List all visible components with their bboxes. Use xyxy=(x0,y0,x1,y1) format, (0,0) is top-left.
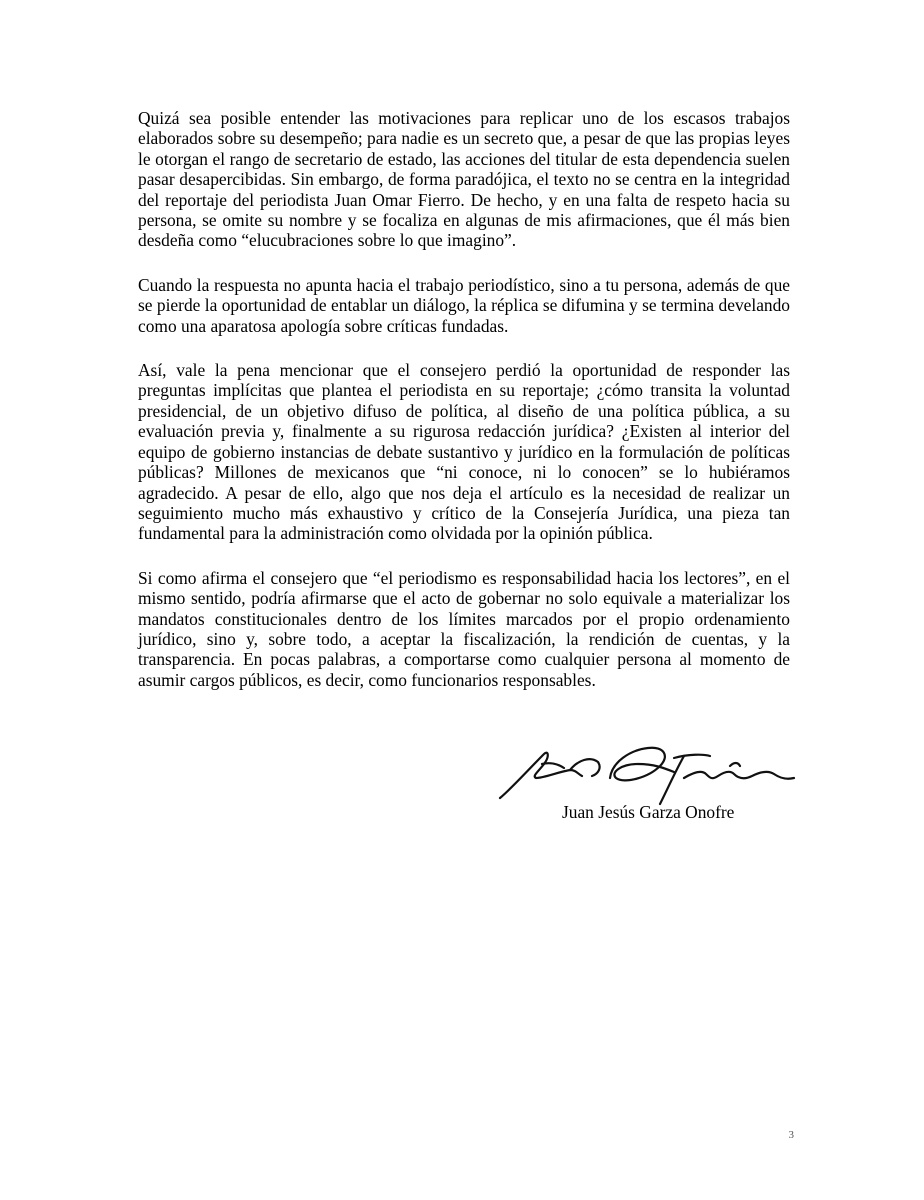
paragraph: Si como afirma el consejero que “el periodismo es responsabilidad hacia los lectores”, en el mismo sentido, podría afirmarse que el acto de gobernar no solo equivale a materializar los mandatos constitucionales dentro de los límites marcados por el propio ordenamiento jurídico, sino y, sobre todo, a aceptar la fiscalización, la rendición de cuentas, y la transparencia. En pocas palabras, a comportarse como cualquier persona al momento de asumir cargos públicos, es decir, como funcionarios responsables. xyxy=(138,567,790,690)
paragraph: Quizá sea posible entender las motivaciones para replicar uno de los escasos trabajos elaborados sobre su desempeño; para nadie es un secreto que, a pesar de que las propias leyes le otorgan el rango de secretario de estado, las acciones del titular de esta dependencia suelen pasar desapercibidas. Sin embargo, de forma paradójica, el texto no se centra en la integridad del reportaje del periodista Juan Omar Fierro. De hecho, y en una falta de respeto hacia su persona, se omite su nombre y se focaliza en algunas de mis afirmaciones, que él más bien desdeña como “elucubraciones sobre lo que imagino”. xyxy=(138,108,790,251)
signer-name: Juan Jesús Garza Onofre xyxy=(562,802,735,822)
signature-block xyxy=(498,742,808,832)
body-text xyxy=(138,108,790,714)
page-number: 3 xyxy=(788,1129,794,1141)
paragraph: Así, vale la pena mencionar que el consejero perdió la oportunidad de responder las preguntas implícitas que plantea el periodista en su reportaje; ¿cómo transita la voluntad presidencial, de un objetivo difuso de política, al diseño de una política pública, a su evaluación previa y, finalmente a su rigurosa redacción jurídica? ¿Existen al interior del equipo de gobierno instancias de debate sustantivo y jurídico en la formulación de políticas públicas? Millones de mexicanos que “ni conoce, ni lo conocen” se lo hubiéramos agradecido. A pesar de ello, algo que nos deja el artículo es la necesidad de realizar un seguimiento mucho más exhaustivo y crítico de la Consejería Jurídica, una pieza tan fundamental para la administración como olvidada por la opinión pública. xyxy=(138,360,790,544)
paragraph: Cuando la respuesta no apunta hacia el trabajo periodístico, sino a tu persona, además de que se pierde la oportunidad de entablar un diálogo, la réplica se difumina y se termina develando como una aparatosa apología sobre críticas fundadas. xyxy=(138,274,790,336)
